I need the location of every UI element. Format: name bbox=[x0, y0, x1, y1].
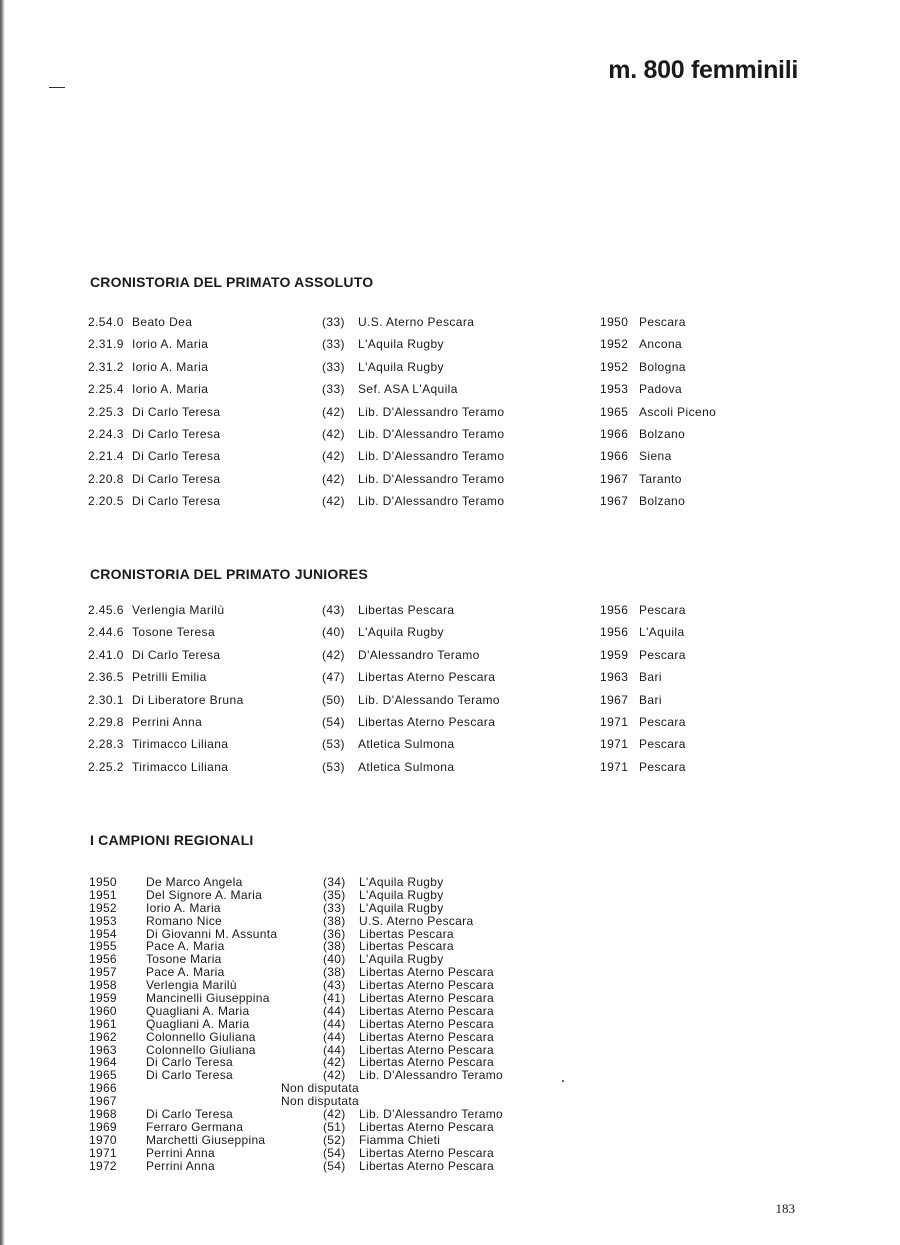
cell-year: 1967 bbox=[89, 1094, 117, 1109]
cell-year: 1959 bbox=[600, 647, 629, 662]
cell-name: Iorio A. Maria bbox=[132, 382, 209, 397]
table-row bbox=[89, 1108, 589, 1121]
cell-birth: (44) bbox=[323, 1003, 346, 1018]
cell-birth: (42) bbox=[322, 471, 345, 486]
cell-birth: (42) bbox=[322, 494, 345, 509]
cell-club: Lib. D'Alessandro Teramo bbox=[358, 404, 505, 419]
table-row bbox=[89, 1134, 589, 1147]
cell-name: Colonnello Giuliana bbox=[146, 1029, 256, 1044]
cell-name: Quagliani A. Maria bbox=[146, 1003, 250, 1018]
cell-birth: (52) bbox=[323, 1132, 346, 1147]
champions-table bbox=[89, 876, 589, 1172]
cell-name: Iorio A. Maria bbox=[132, 337, 209, 352]
cell-club: Libertas Aterno Pescara bbox=[358, 714, 496, 729]
cell-club: L'Aquila Rugby bbox=[358, 359, 444, 374]
cell-note: Non disputata bbox=[281, 1081, 359, 1096]
cell-place: L'Aquila bbox=[639, 625, 685, 640]
table-row bbox=[88, 603, 788, 625]
cell-name: Quagliani A. Maria bbox=[146, 1016, 250, 1031]
cell-place: Bolzano bbox=[639, 426, 686, 441]
cell-birth: (44) bbox=[323, 1042, 346, 1057]
table-row bbox=[89, 992, 589, 1005]
section-title-assoluto: CRONISTORIA DEL PRIMATO ASSOLUTO bbox=[90, 274, 374, 290]
cell-birth: (50) bbox=[322, 692, 345, 707]
cell-year: 1971 bbox=[89, 1145, 117, 1160]
cell-place: Bologna bbox=[639, 359, 686, 374]
table-row bbox=[89, 1147, 589, 1160]
cell-birth: (33) bbox=[322, 382, 345, 397]
cell-year: 1962 bbox=[89, 1029, 117, 1044]
cell-club: L'Aquila Rugby bbox=[359, 952, 444, 967]
cell-club: Libertas Aterno Pescara bbox=[359, 978, 494, 993]
table-row bbox=[89, 1018, 589, 1031]
cell-place: Bolzano bbox=[639, 494, 686, 509]
cell-birth: (44) bbox=[323, 1029, 346, 1044]
cell-name: Mancinelli Giuseppina bbox=[146, 991, 270, 1006]
cell-birth: (38) bbox=[323, 965, 346, 980]
cell-time: 2.21.4 bbox=[88, 449, 124, 464]
cell-year: 1969 bbox=[89, 1119, 117, 1134]
cell-birth: (38) bbox=[323, 939, 346, 954]
cell-time: 2.36.5 bbox=[88, 670, 124, 685]
cell-club: Libertas Aterno Pescara bbox=[359, 1042, 494, 1057]
cell-club: L'Aquila Rugby bbox=[359, 900, 444, 915]
table-row bbox=[88, 472, 788, 494]
cell-club: Libertas Aterno Pescara bbox=[359, 1055, 494, 1070]
cell-name: Di Carlo Teresa bbox=[146, 1068, 233, 1083]
cell-birth: (35) bbox=[323, 887, 346, 902]
table-row bbox=[88, 405, 788, 427]
cell-year: 1956 bbox=[600, 603, 629, 617]
cell-club: Atletica Sulmona bbox=[358, 759, 455, 774]
cell-year: 1954 bbox=[89, 926, 117, 941]
cell-year: 1960 bbox=[89, 1003, 117, 1018]
cell-time: 2.25.3 bbox=[88, 404, 124, 419]
cell-club: U.S. Aterno Pescara bbox=[358, 315, 475, 329]
section-title-campioni: I CAMPIONI REGIONALI bbox=[90, 832, 254, 848]
cell-time: 2.31.9 bbox=[88, 337, 124, 352]
cell-club: Lib. D'Alessandro Teramo bbox=[359, 1107, 504, 1122]
table-row bbox=[88, 449, 788, 471]
cell-place: Bari bbox=[639, 670, 662, 685]
cell-name: Marchetti Giuseppina bbox=[146, 1132, 266, 1147]
cell-year: 1971 bbox=[600, 759, 629, 774]
table-row bbox=[88, 648, 788, 670]
cell-year: 1957 bbox=[89, 965, 117, 980]
cell-place: Pescara bbox=[639, 759, 686, 774]
cell-club: Libertas Aterno Pescara bbox=[359, 991, 494, 1006]
cell-birth: (40) bbox=[323, 952, 346, 967]
cell-time: 2.44.6 bbox=[88, 625, 124, 640]
table-row bbox=[88, 315, 788, 337]
table-row bbox=[89, 902, 589, 915]
cell-year: 1956 bbox=[89, 952, 117, 967]
cell-club: Fiamma Chieti bbox=[359, 1132, 441, 1147]
cell-time: 2.20.8 bbox=[88, 471, 124, 486]
cell-year: 1965 bbox=[600, 404, 629, 419]
table-row bbox=[89, 1005, 589, 1018]
cell-club: D'Alessandro Teramo bbox=[358, 647, 480, 662]
stray-dot bbox=[562, 1080, 564, 1082]
cell-birth: (33) bbox=[322, 315, 345, 329]
cell-place: Pescara bbox=[639, 647, 686, 662]
cell-club: Libertas Aterno Pescara bbox=[359, 1003, 494, 1018]
cell-place: Siena bbox=[639, 449, 672, 464]
cell-time: 2.25.2 bbox=[88, 759, 124, 774]
cell-year: 1955 bbox=[89, 939, 117, 954]
cell-time: 2.54.0 bbox=[88, 315, 124, 329]
cell-year: 1952 bbox=[600, 359, 629, 374]
cell-club: Libertas Aterno Pescara bbox=[359, 1145, 494, 1160]
cell-name: Iorio A. Maria bbox=[132, 359, 209, 374]
cell-birth: (53) bbox=[322, 737, 345, 752]
cell-birth: (33) bbox=[322, 359, 345, 374]
cell-year: 1952 bbox=[600, 337, 629, 352]
cell-name: Pace A. Maria bbox=[146, 965, 225, 980]
table-row bbox=[89, 1031, 589, 1044]
cell-birth: (42) bbox=[323, 1107, 346, 1122]
cell-birth: (41) bbox=[323, 991, 346, 1006]
cell-name: Di Carlo Teresa bbox=[146, 1107, 233, 1122]
cell-year: 1950 bbox=[600, 315, 629, 329]
margin-mark bbox=[49, 87, 65, 88]
cell-club: Lib. D'Alessandro Teramo bbox=[358, 449, 505, 464]
page-title: m. 800 femminili bbox=[608, 56, 798, 84]
cell-time: 2.31.2 bbox=[88, 359, 124, 374]
cell-place: Pescara bbox=[639, 737, 686, 752]
cell-birth: (43) bbox=[323, 978, 346, 993]
table-row bbox=[88, 693, 788, 715]
cell-name: Ferraro Germana bbox=[146, 1119, 244, 1134]
cell-club: Libertas Pescara bbox=[359, 939, 454, 954]
cell-name: Di Carlo Teresa bbox=[132, 494, 221, 509]
cell-year: 1958 bbox=[89, 978, 117, 993]
table-row bbox=[88, 760, 788, 782]
record-table-assoluto bbox=[88, 315, 788, 517]
table-row bbox=[89, 889, 589, 902]
cell-club: Libertas Pescara bbox=[359, 926, 454, 941]
cell-place: Pescara bbox=[639, 315, 686, 329]
table-row bbox=[89, 1121, 589, 1134]
cell-place: Bari bbox=[639, 692, 662, 707]
cell-time: 2.28.3 bbox=[88, 737, 124, 752]
cell-club: L'Aquila Rugby bbox=[358, 625, 444, 640]
cell-club: Lib. D'Alessandro Teramo bbox=[358, 426, 505, 441]
cell-year: 1963 bbox=[600, 670, 629, 685]
cell-birth: (42) bbox=[322, 647, 345, 662]
cell-year: 1971 bbox=[600, 714, 629, 729]
table-row bbox=[88, 382, 788, 404]
cell-name: Di Carlo Teresa bbox=[146, 1055, 233, 1070]
cell-birth: (53) bbox=[322, 759, 345, 774]
cell-year: 1952 bbox=[89, 900, 117, 915]
cell-year: 1965 bbox=[89, 1068, 117, 1083]
cell-birth: (42) bbox=[322, 449, 345, 464]
cell-club: Libertas Pescara bbox=[358, 603, 455, 617]
cell-year: 1968 bbox=[89, 1107, 117, 1122]
cell-name: Tirimacco Liliana bbox=[132, 737, 229, 752]
cell-birth: (54) bbox=[323, 1158, 346, 1173]
cell-name: Petrilli Emilia bbox=[132, 670, 207, 685]
cell-year: 1967 bbox=[600, 494, 629, 509]
cell-birth: (38) bbox=[323, 913, 346, 928]
cell-name: Di Liberatore Bruna bbox=[132, 692, 244, 707]
cell-year: 1966 bbox=[89, 1081, 117, 1096]
cell-year: 1967 bbox=[600, 692, 629, 707]
cell-time: 2.20.5 bbox=[88, 494, 124, 509]
cell-birth: (42) bbox=[323, 1068, 346, 1083]
cell-year: 1964 bbox=[89, 1055, 117, 1070]
section-title-juniores: CRONISTORIA DEL PRIMATO JUNIORES bbox=[90, 566, 368, 582]
cell-year: 1966 bbox=[600, 426, 629, 441]
cell-time: 2.41.0 bbox=[88, 647, 124, 662]
cell-birth: (34) bbox=[323, 875, 346, 889]
cell-birth: (43) bbox=[322, 603, 345, 617]
cell-club: Sef. ASA L'Aquila bbox=[358, 382, 458, 397]
cell-year: 1966 bbox=[600, 449, 629, 464]
cell-place: Ascoli Piceno bbox=[639, 404, 717, 419]
cell-birth: (54) bbox=[323, 1145, 346, 1160]
page-number: 183 bbox=[775, 1201, 795, 1216]
cell-name: Tosone Maria bbox=[146, 952, 222, 967]
cell-club: L'Aquila Rugby bbox=[359, 887, 444, 902]
cell-name: Perrini Anna bbox=[132, 714, 203, 729]
cell-name: Verlengia Marilù bbox=[132, 603, 225, 617]
cell-birth: (42) bbox=[323, 1055, 346, 1070]
cell-club: Libertas Aterno Pescara bbox=[359, 1158, 494, 1173]
cell-birth: (54) bbox=[322, 714, 345, 729]
cell-club: Lib. D'Alessandro Teramo bbox=[358, 494, 505, 509]
table-row bbox=[88, 360, 788, 382]
cell-note: Non disputata bbox=[281, 1094, 359, 1109]
cell-year: 1972 bbox=[89, 1158, 117, 1173]
cell-club: Lib. D'Alessando Teramo bbox=[358, 692, 501, 707]
cell-name: Tosone Teresa bbox=[132, 625, 216, 640]
table-row bbox=[88, 494, 788, 516]
cell-time: 2.45.6 bbox=[88, 603, 124, 617]
cell-name: Del Signore A. Maria bbox=[146, 887, 263, 902]
cell-club: Atletica Sulmona bbox=[358, 737, 455, 752]
cell-place: Pescara bbox=[639, 714, 686, 729]
cell-birth: (33) bbox=[322, 337, 345, 352]
cell-name: Di Carlo Teresa bbox=[132, 449, 221, 464]
cell-year: 1953 bbox=[89, 913, 117, 928]
cell-year: 1971 bbox=[600, 737, 629, 752]
cell-club: Lib. D'Alessandro Teramo bbox=[359, 1068, 504, 1083]
cell-club: Libertas Aterno Pescara bbox=[359, 965, 494, 980]
table-row bbox=[89, 876, 589, 889]
table-row bbox=[88, 427, 788, 449]
cell-time: 2.24.3 bbox=[88, 426, 124, 441]
cell-time: 2.29.8 bbox=[88, 714, 124, 729]
table-row bbox=[88, 337, 788, 359]
cell-birth: (51) bbox=[323, 1119, 346, 1134]
table-row bbox=[89, 915, 589, 928]
cell-name: Verlengia Marilù bbox=[146, 978, 237, 993]
table-row bbox=[88, 715, 788, 737]
cell-birth: (44) bbox=[323, 1016, 346, 1031]
cell-year: 1956 bbox=[600, 625, 629, 640]
cell-name: Romano Nice bbox=[146, 913, 222, 928]
cell-name: Pace A. Maria bbox=[146, 939, 225, 954]
cell-name: Di Carlo Teresa bbox=[132, 404, 221, 419]
cell-club: L'Aquila Rugby bbox=[359, 875, 444, 889]
cell-name: Iorio A. Maria bbox=[146, 900, 221, 915]
table-row bbox=[89, 1160, 589, 1173]
cell-place: Padova bbox=[639, 382, 683, 397]
cell-name: Perrini Anna bbox=[146, 1158, 215, 1173]
cell-birth: (40) bbox=[322, 625, 345, 640]
cell-year: 1953 bbox=[600, 382, 629, 397]
cell-time: 2.25.4 bbox=[88, 382, 124, 397]
cell-club: Libertas Aterno Pescara bbox=[358, 670, 496, 685]
cell-birth: (42) bbox=[322, 426, 345, 441]
cell-place: Ancona bbox=[639, 337, 683, 352]
cell-name: Di Carlo Teresa bbox=[132, 471, 221, 486]
cell-year: 1967 bbox=[600, 471, 629, 486]
cell-year: 1970 bbox=[89, 1132, 117, 1147]
cell-club: L'Aquila Rugby bbox=[358, 337, 444, 352]
cell-club: Libertas Aterno Pescara bbox=[359, 1029, 494, 1044]
cell-name: Di Carlo Teresa bbox=[132, 426, 221, 441]
cell-club: Lib. D'Alessandro Teramo bbox=[358, 471, 505, 486]
cell-year: 1959 bbox=[89, 991, 117, 1006]
cell-birth: (42) bbox=[322, 404, 345, 419]
cell-name: De Marco Angela bbox=[146, 875, 243, 889]
cell-name: Di Carlo Teresa bbox=[132, 647, 221, 662]
cell-time: 2.30.1 bbox=[88, 692, 124, 707]
cell-name: Tirimacco Liliana bbox=[132, 759, 229, 774]
cell-year: 1950 bbox=[89, 875, 117, 889]
cell-club: U.S. Aterno Pescara bbox=[359, 913, 474, 928]
cell-place: Taranto bbox=[639, 471, 682, 486]
cell-year: 1951 bbox=[89, 887, 117, 902]
cell-name: Beato Dea bbox=[132, 315, 193, 329]
cell-birth: (47) bbox=[322, 670, 345, 685]
cell-birth: (36) bbox=[323, 926, 346, 941]
table-row bbox=[88, 670, 788, 692]
cell-year: 1963 bbox=[89, 1042, 117, 1057]
table-row bbox=[88, 737, 788, 759]
record-table-juniores bbox=[88, 603, 788, 782]
cell-name: Di Giovanni M. Assunta bbox=[146, 926, 278, 941]
cell-club: Libertas Aterno Pescara bbox=[359, 1016, 494, 1031]
cell-place: Pescara bbox=[639, 603, 686, 617]
page-binding-edge bbox=[0, 0, 5, 1245]
cell-club: Libertas Aterno Pescara bbox=[359, 1119, 494, 1134]
cell-year: 1961 bbox=[89, 1016, 117, 1031]
cell-birth: (33) bbox=[323, 900, 346, 915]
cell-name: Perrini Anna bbox=[146, 1145, 215, 1160]
table-row bbox=[88, 625, 788, 647]
cell-name: Colonnello Giuliana bbox=[146, 1042, 256, 1057]
